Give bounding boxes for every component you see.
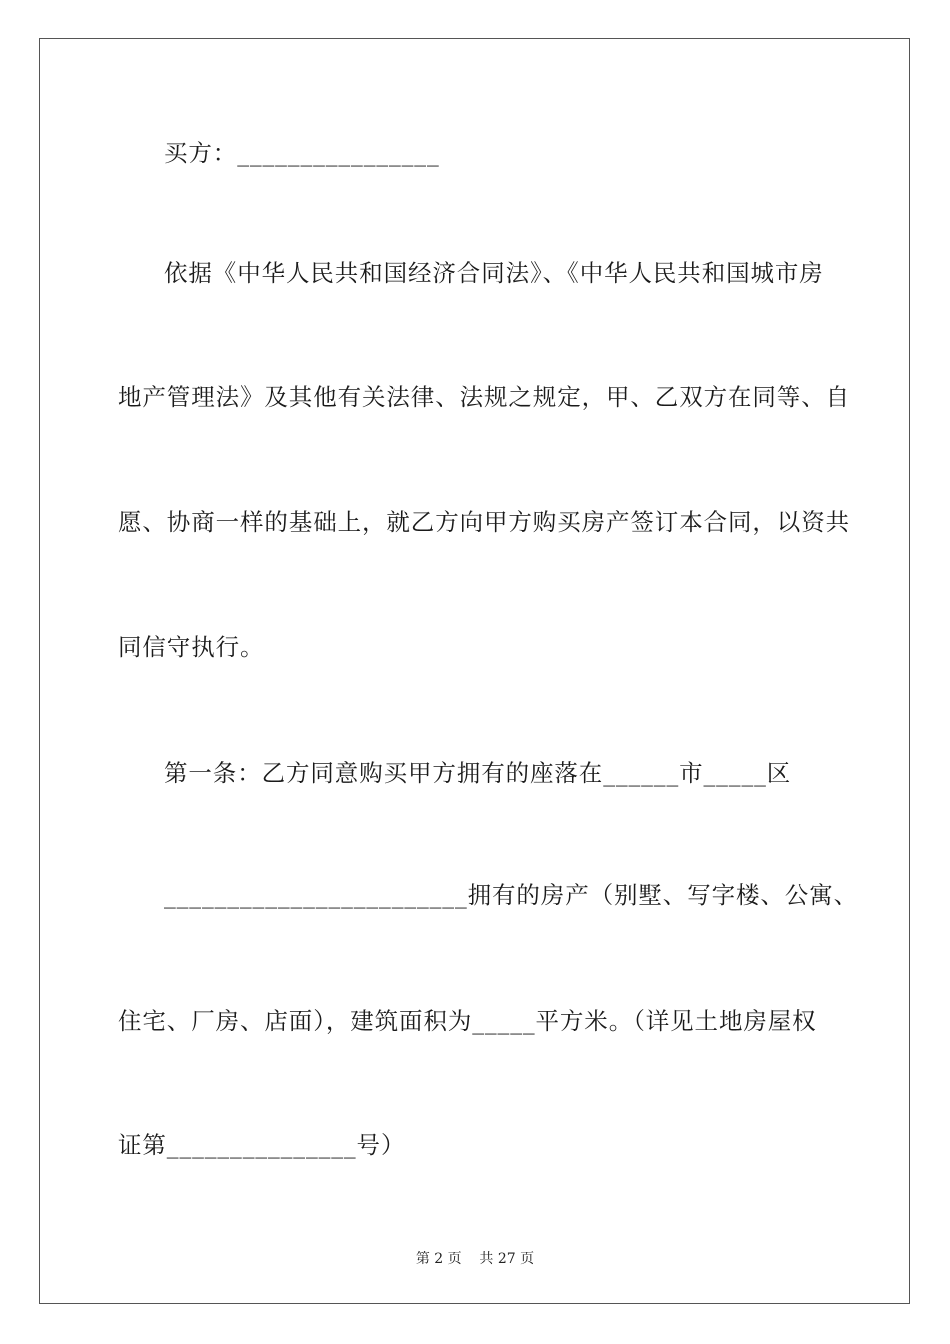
paragraph-basis-line-4: 同信守执行。 xyxy=(118,633,265,661)
article-one-line-1: 第一条：乙方同意购买甲方拥有的座落在______市_____区 xyxy=(164,759,792,787)
page-number-footer: 第 2 页 共 27 页 xyxy=(415,1251,535,1267)
paragraph-basis-line-2: 地产管理法》及其他有关法律、法规之规定，甲、乙双方在同等、自 xyxy=(118,383,850,411)
article-one-line-3: 住宅、厂房、店面），建筑面积为_____平方米。（详见土地房屋权 xyxy=(118,1007,817,1035)
article-one-line-4: 证第_______________号） xyxy=(118,1131,406,1159)
buyer-line: 买方：________________ xyxy=(164,139,440,167)
paragraph-basis-line-1: 依据《中华人民共和国经济合同法》、《中华人民共和国城市房 xyxy=(164,259,824,287)
article-one-line-2: ________________________拥有的房产（别墅、写字楼、公寓、 xyxy=(164,881,858,909)
paragraph-basis-line-3: 愿、协商一样的基础上，就乙方向甲方购买房产签订本合同，以资共 xyxy=(118,508,850,536)
page-border xyxy=(39,38,910,1304)
